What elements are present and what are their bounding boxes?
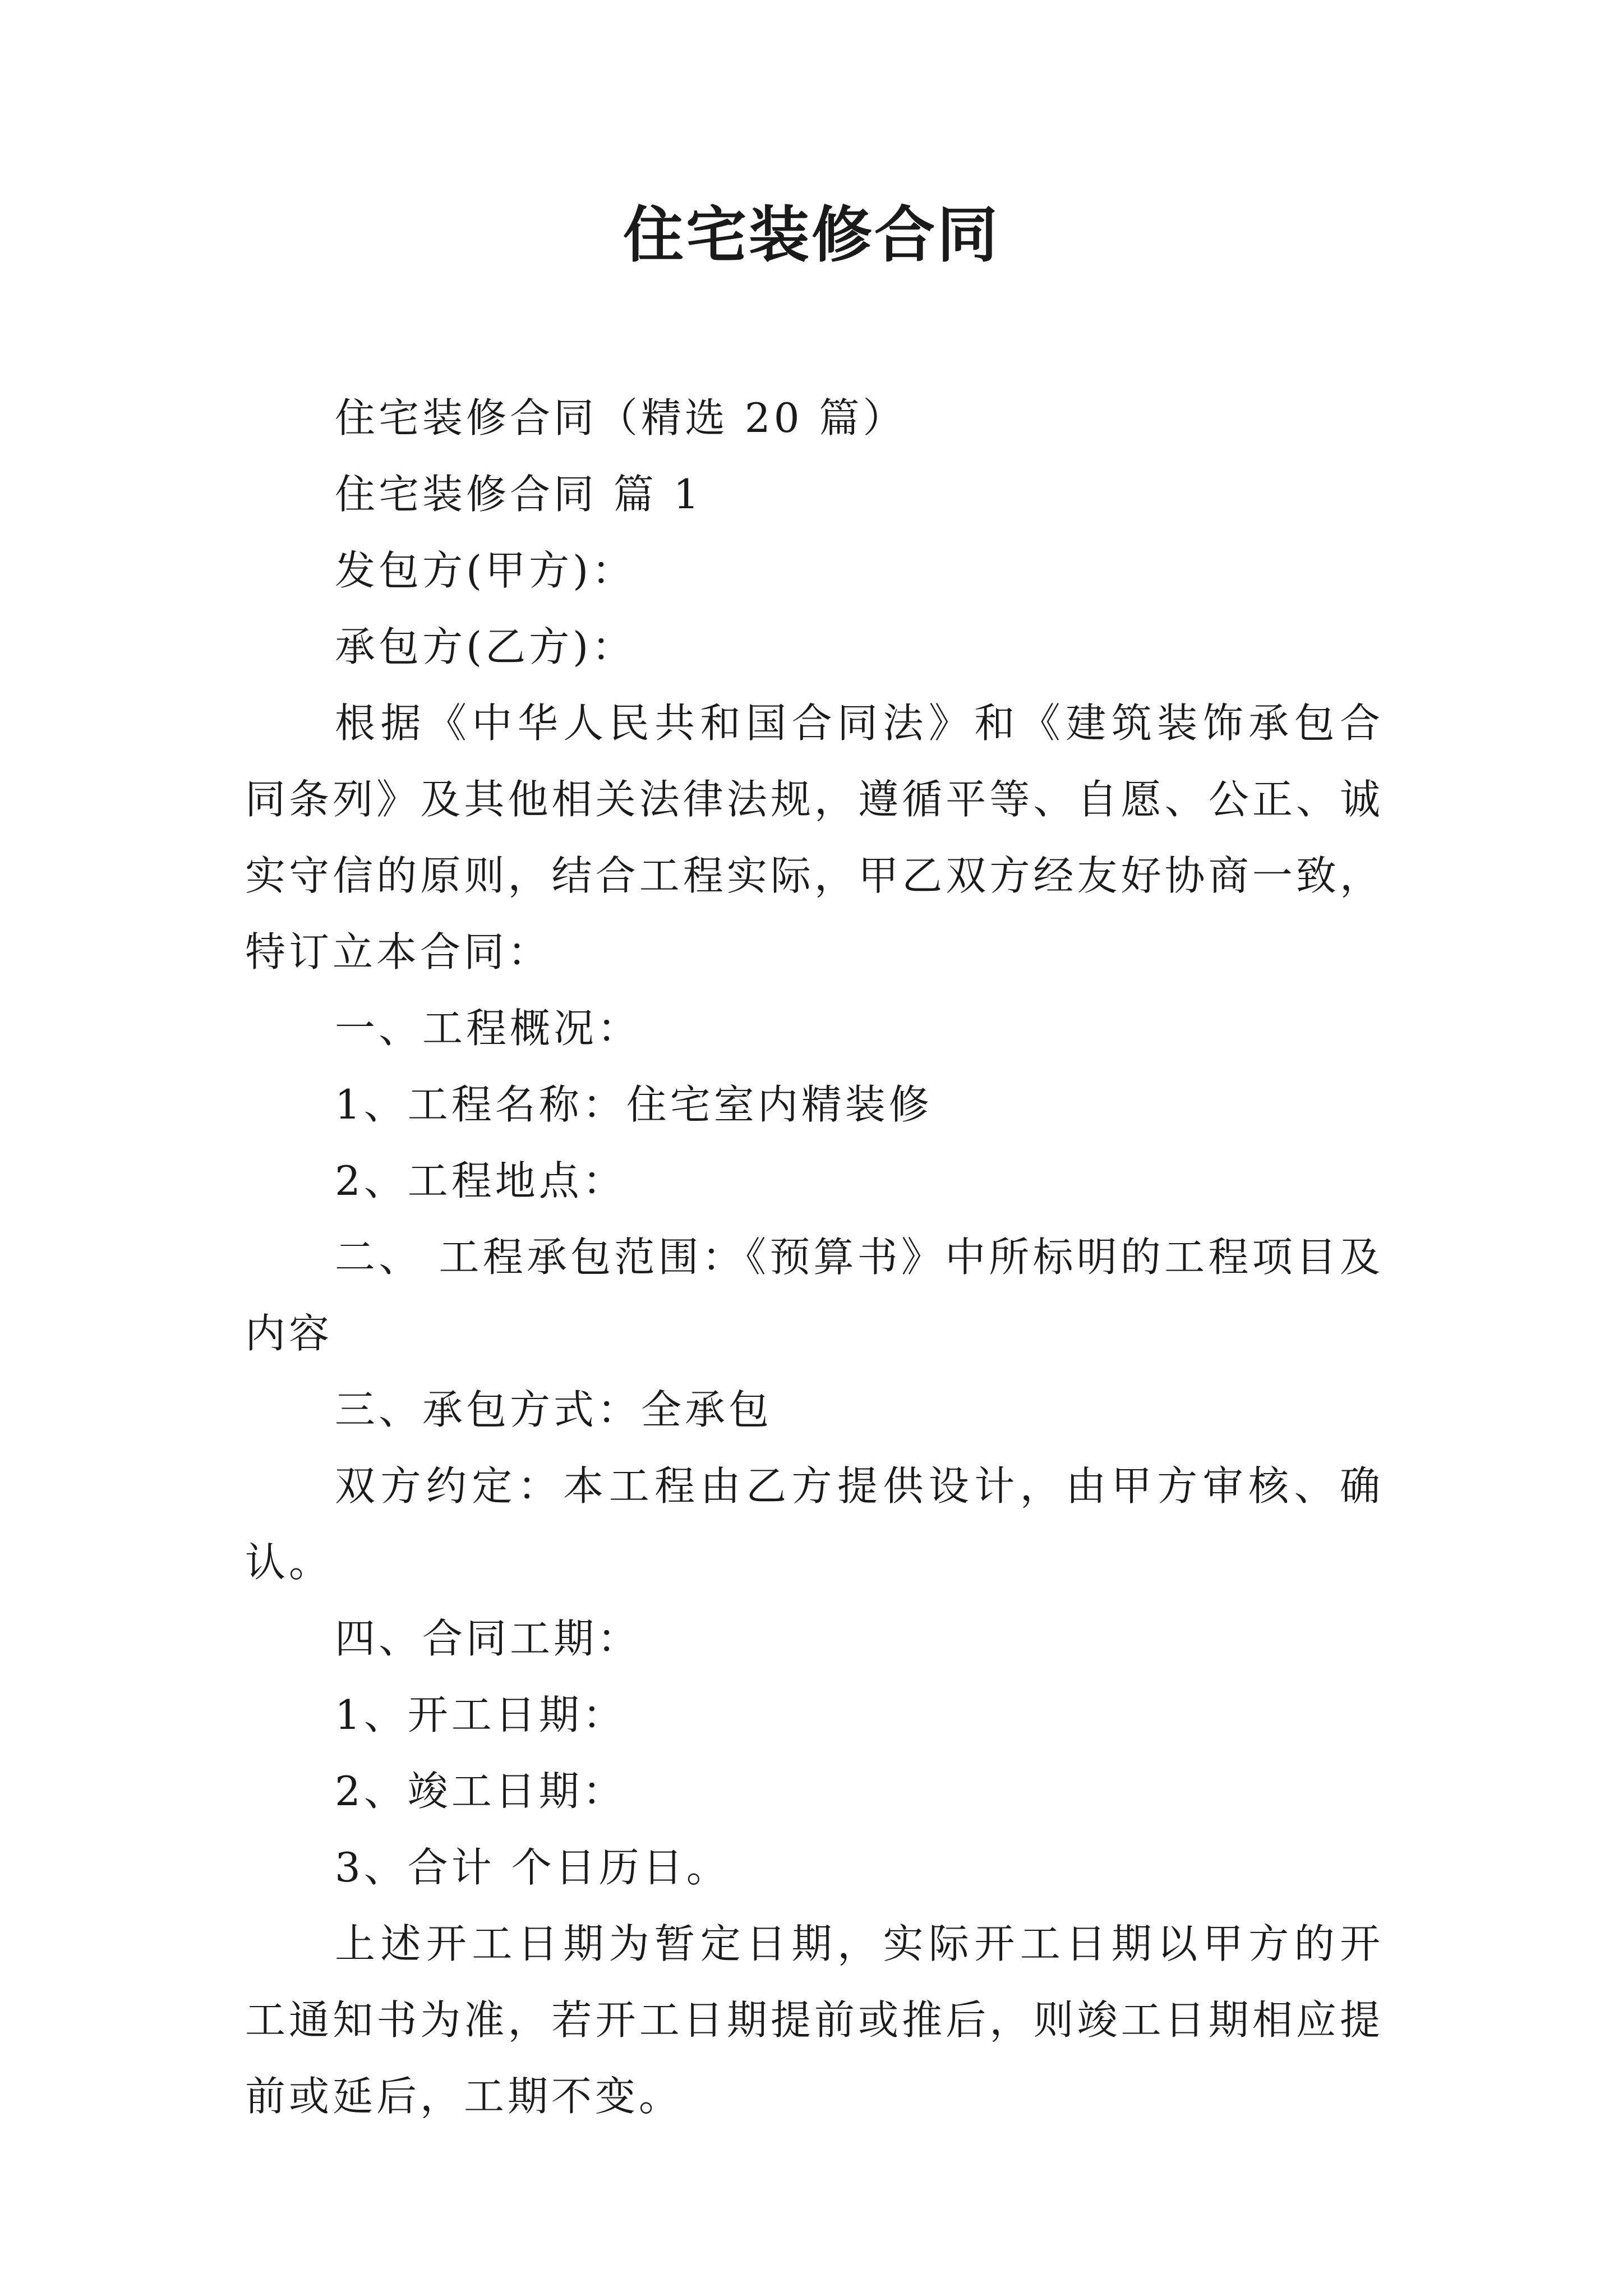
paragraph-date-note: 上述开工日期为暂定日期，实际开工日期以甲方的开工通知书为准，若开工日期提前或推后，则竣工日期相应提前或延后，工期不变。 (245, 1920, 1384, 2120)
paragraph-project-location: 2、工程地点： (335, 1157, 626, 1204)
paragraph-scope: 二、 工程承包范围：《预算书》中所标明的工程项目及内容 (245, 1234, 1384, 1357)
document-title: 住宅装修合同 (623, 200, 1000, 270)
paragraph-total-days: 3、合计 个日历日。 (335, 1844, 730, 1891)
paragraph-design-agreement: 双方约定：本工程由乙方提供设计，由甲方审核、确认。 (245, 1462, 1384, 1586)
paragraph-preamble: 根据《中华人民共和国合同法》和《建筑装饰承包合同条列》及其他相关法律法规，遵循平等、自愿、公正、诚实守信的原则，结合工程实际，甲乙双方经友好协商一致，特订立本合同： (245, 700, 1384, 976)
document-body (245, 380, 1384, 2134)
paragraph-party-b: 承包方(乙方)： (335, 623, 636, 670)
paragraph-section-heading: 住宅装修合同 篇 1 (335, 471, 703, 518)
paragraph-collection-heading: 住宅装修合同（精选 20 篇） (335, 394, 907, 441)
paragraph-party-a: 发包方(甲方)： (335, 547, 636, 594)
paragraph-project-overview: 一、工程概况： (335, 1005, 642, 1052)
paragraph-project-name: 1、工程名称：住宅室内精装修 (335, 1081, 933, 1128)
paragraph-completion-date: 2、竣工日期： (335, 1768, 626, 1815)
paragraph-contract-method: 三、承包方式：全承包 (335, 1386, 773, 1433)
paragraph-contract-period: 四、合同工期： (335, 1615, 642, 1662)
paragraph-start-date: 1、开工日期： (335, 1691, 626, 1738)
